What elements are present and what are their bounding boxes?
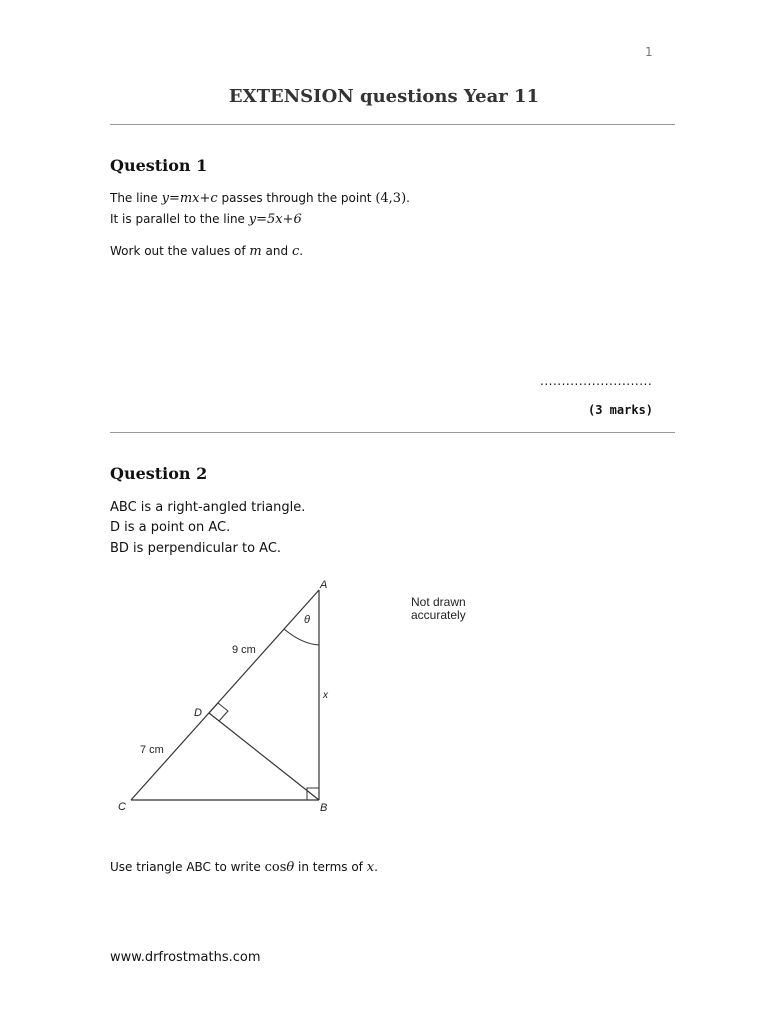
q1-point: (4,3) <box>375 191 407 206</box>
note-line-1: Not drawn <box>411 595 466 609</box>
q1-text: passes through the point <box>217 191 376 205</box>
right-angle-mark-d <box>209 703 228 721</box>
q1-text: and <box>261 244 292 258</box>
q1-text: . <box>299 244 304 258</box>
q2-text: . <box>374 860 378 874</box>
q2-cos: cos <box>264 860 287 875</box>
triangle-diagram <box>110 572 370 822</box>
not-drawn-note <box>411 596 466 622</box>
q2-var-x: x <box>366 860 375 875</box>
label-7cm: 7 cm <box>140 744 164 756</box>
question-2-line-2: D is a point on AC. <box>110 520 231 535</box>
document-title: EXTENSION questions Year 11 <box>228 86 540 107</box>
page-number: 1 <box>645 45 653 59</box>
q2-text: Use triangle ABC to write <box>110 860 265 874</box>
label-a: A <box>320 579 328 591</box>
question-1-heading: Question 1 <box>110 156 208 175</box>
angle-arc-theta <box>284 629 319 645</box>
q1-text: Work out the values of <box>110 244 250 258</box>
question-1-line-1 <box>110 191 410 206</box>
question-2-line-3: BD is perpendicular to AC. <box>110 541 282 556</box>
note-line-2: accurately <box>411 608 466 622</box>
segment-bd <box>209 713 319 800</box>
marks-label: (3 marks) <box>588 403 654 417</box>
q2-text: in terms of <box>294 860 367 874</box>
q2-theta: θ <box>286 860 295 875</box>
label-b: B <box>320 802 328 814</box>
label-x: x <box>323 690 328 701</box>
q1-text: It is parallel to the line <box>110 212 249 226</box>
q1-text: The line <box>110 191 162 205</box>
question-1-line-3 <box>110 244 303 259</box>
side-ca <box>131 590 319 800</box>
label-c: C <box>118 801 126 813</box>
q1-var-m: m <box>249 244 262 259</box>
footer-url: www.drfrostmaths.com <box>110 950 261 965</box>
label-theta: θ <box>304 614 310 626</box>
q1-var-c: c <box>291 244 300 259</box>
label-9cm: 9 cm <box>232 644 256 656</box>
q1-parallel-equation: y=5x+6 <box>248 212 302 227</box>
q1-text: . <box>406 191 410 205</box>
divider <box>110 432 675 433</box>
question-2-instruction <box>110 860 378 875</box>
label-d: D <box>194 707 202 719</box>
question-2-heading: Question 2 <box>110 464 208 483</box>
question-2-line-1: ABC is a right-angled triangle. <box>110 500 306 515</box>
answer-line: .......................... <box>540 374 653 388</box>
question-1-line-2 <box>110 212 302 227</box>
q1-equation: y=mx+c <box>161 191 218 206</box>
divider <box>110 124 675 125</box>
